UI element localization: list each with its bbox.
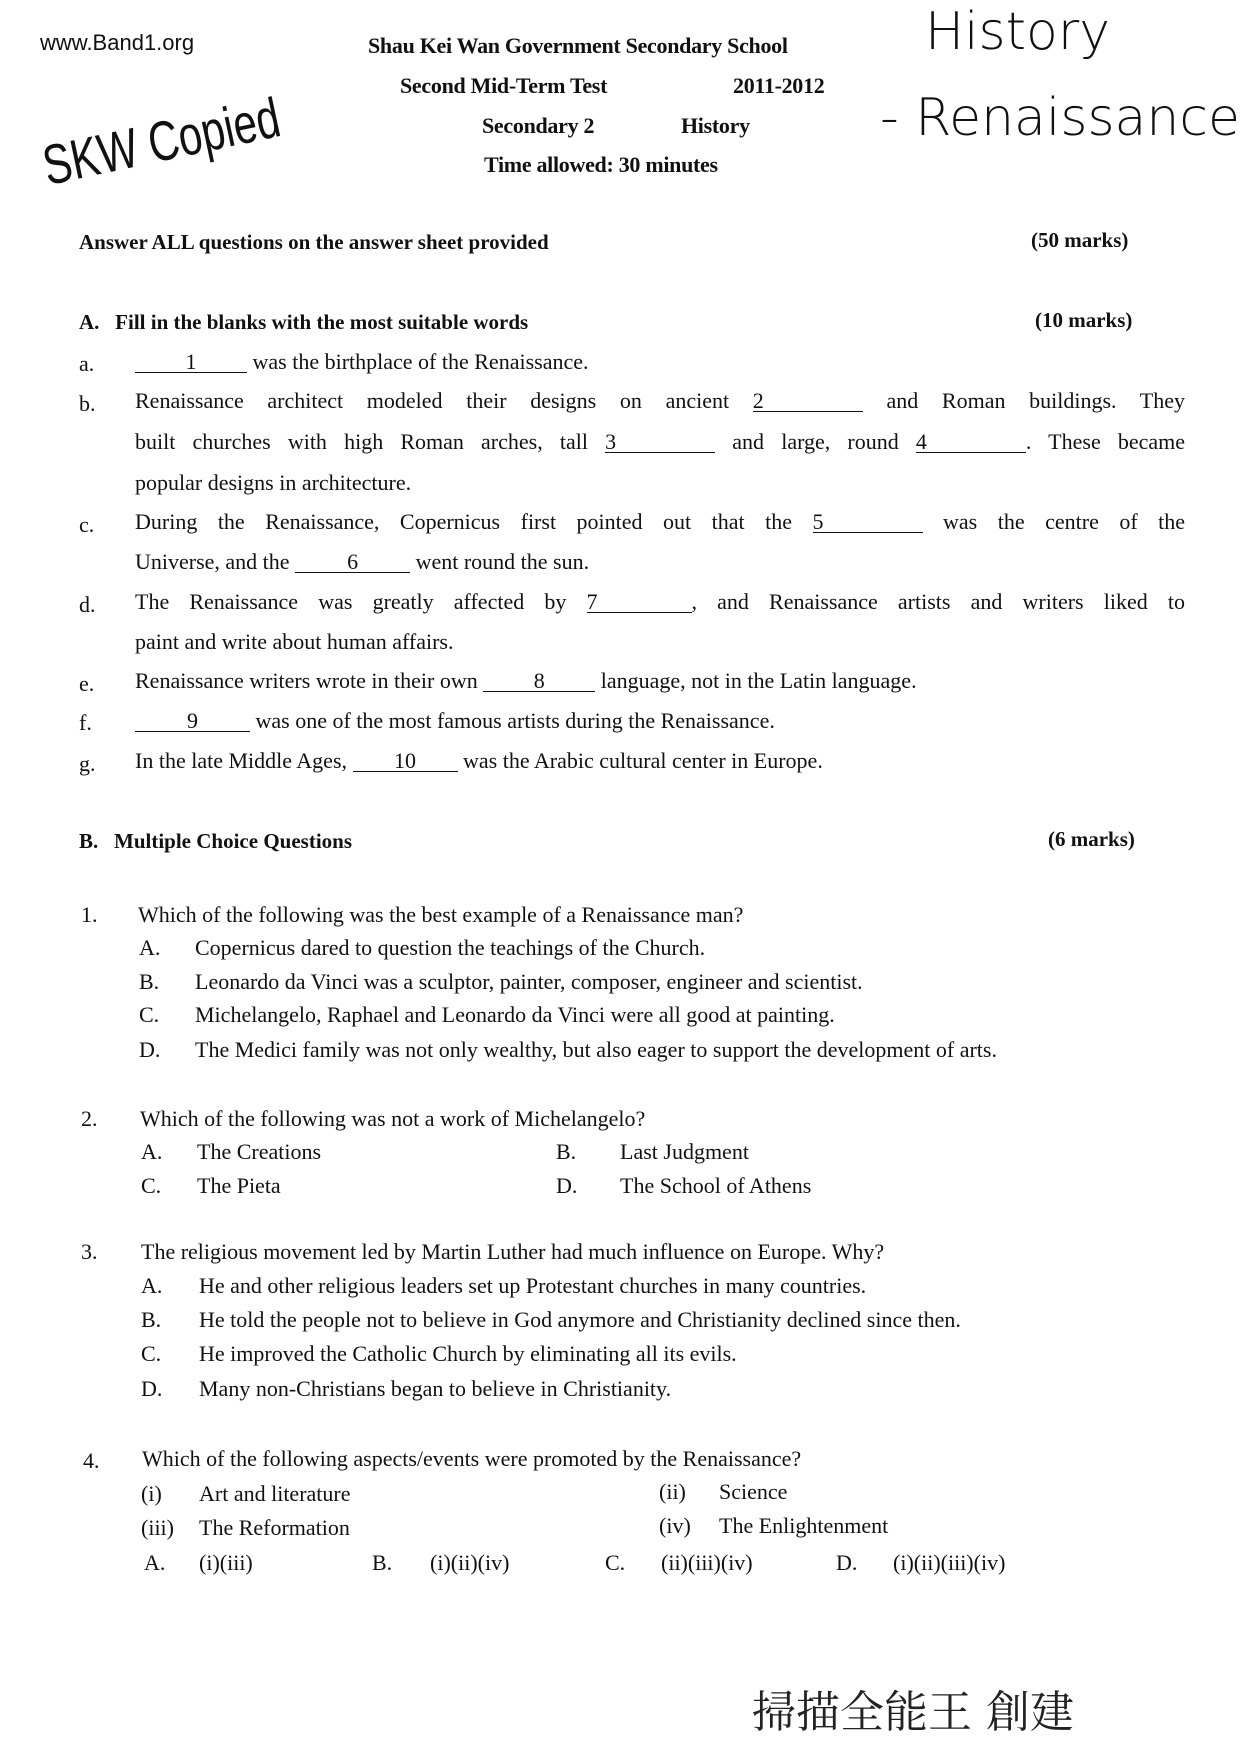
item-b-line1 bbox=[135, 388, 1185, 414]
item-d-line1 bbox=[135, 589, 1185, 615]
item-text: language, not in the Latin language. bbox=[600, 668, 917, 693]
item-text: . These became bbox=[1025, 429, 1186, 454]
option-text: Leonardo da Vinci was a sculptor, painter, composer, engineer and scientist. bbox=[195, 969, 863, 994]
option-letter: B. bbox=[556, 1139, 577, 1164]
option-text: He improved the Catholic Church by eliminating all its evils. bbox=[199, 1341, 737, 1366]
blank-10: 10 bbox=[353, 751, 458, 772]
time-allowed: Time allowed: 30 minutes bbox=[484, 152, 718, 177]
statement-label: (iv) bbox=[659, 1513, 691, 1538]
blank-8: 8 bbox=[483, 671, 595, 692]
item-e bbox=[135, 668, 917, 694]
option-text: He told the people not to believe in God anymore and Christianity declined since then. bbox=[199, 1307, 961, 1332]
blank-7: 7 bbox=[587, 592, 692, 613]
option-letter: B. bbox=[141, 1307, 162, 1332]
item-b-line3: popular designs in architecture. bbox=[135, 470, 412, 495]
option-text: (ii)(iii)(iv) bbox=[661, 1550, 753, 1575]
question-3-text: The religious movement led by Martin Luther had much influence on Europe. Why? bbox=[141, 1239, 885, 1264]
option-text: The Pieta bbox=[197, 1173, 281, 1198]
item-text: , and Renaissance artists and writers liked to bbox=[691, 589, 1185, 614]
blank-5: 5 bbox=[813, 512, 923, 533]
question-1-text: Which of the following was the best example of a Renaissance man? bbox=[138, 902, 744, 927]
item-d-line2: paint and write about human affairs. bbox=[135, 629, 454, 654]
option-letter: D. bbox=[836, 1550, 858, 1575]
statement-text: The Enlightenment bbox=[719, 1513, 889, 1538]
blank-1: 1 bbox=[135, 352, 247, 373]
item-text: went round the sun. bbox=[415, 549, 590, 574]
option-text: The Creations bbox=[197, 1139, 322, 1164]
blank-4: 4 bbox=[916, 432, 1026, 453]
option-text: Michelangelo, Raphael and Leonardo da Vinci were all good at painting. bbox=[195, 1002, 835, 1027]
blank-6: 6 bbox=[295, 552, 410, 573]
item-text: Renaissance writers wrote in their own bbox=[135, 668, 478, 693]
item-b-line2 bbox=[135, 429, 1185, 455]
statement-text: Art and literature bbox=[199, 1481, 351, 1506]
option-letter: D. bbox=[141, 1376, 163, 1401]
option-text: (i)(ii)(iii)(iv) bbox=[893, 1550, 1006, 1575]
option-text: (i)(iii) bbox=[199, 1550, 253, 1575]
item-text: was one of the most famous artists during the Renaissance. bbox=[255, 708, 775, 733]
statement-label: (i) bbox=[141, 1481, 162, 1506]
item-text: was the Arabic cultural center in Europe. bbox=[463, 748, 823, 773]
item-label: b. bbox=[79, 391, 96, 416]
section-a-title: A. Fill in the blanks with the most suitable words bbox=[79, 310, 529, 334]
school-name: Shau Kei Wan Government Secondary School bbox=[368, 33, 788, 58]
option-text: (i)(ii)(iv) bbox=[430, 1550, 510, 1575]
option-letter: C. bbox=[141, 1173, 162, 1198]
item-label: f. bbox=[79, 710, 92, 735]
handwritten-subject: History bbox=[925, 2, 1110, 62]
option-letter: D. bbox=[139, 1037, 161, 1062]
item-label: e. bbox=[79, 671, 95, 696]
site-watermark: www.Band1.org bbox=[40, 30, 195, 55]
question-number: 3. bbox=[81, 1239, 98, 1264]
item-label: a. bbox=[79, 351, 95, 376]
question-number: 1. bbox=[81, 902, 98, 927]
question-4-text: Which of the following aspects/events were promoted by the Renaissance? bbox=[142, 1446, 802, 1471]
copied-stamp: SKW Copied bbox=[37, 85, 286, 197]
total-marks: (50 marks) bbox=[1031, 228, 1129, 252]
option-letter: A. bbox=[139, 935, 161, 960]
option-letter: C. bbox=[605, 1550, 626, 1575]
item-text: and large, round bbox=[732, 429, 899, 454]
question-number: 4. bbox=[83, 1448, 100, 1473]
section-a-marks: (10 marks) bbox=[1035, 308, 1133, 332]
item-text: Renaissance architect modeled their designs on ancient bbox=[135, 388, 730, 413]
question-2-text: Which of the following was not a work of Michelangelo? bbox=[140, 1106, 646, 1131]
handwritten-topic: - Renaissance bbox=[880, 88, 1240, 148]
item-text: built churches with high Roman arches, tall bbox=[135, 429, 588, 454]
item-label: c. bbox=[79, 512, 95, 537]
option-text: The School of Athens bbox=[620, 1173, 812, 1198]
item-c-line1 bbox=[135, 509, 1185, 535]
blank-3: 3 bbox=[605, 432, 715, 453]
subject: History bbox=[681, 113, 750, 138]
question-number: 2. bbox=[81, 1106, 98, 1131]
blank-9: 9 bbox=[135, 711, 250, 732]
option-text: He and other religious leaders set up Protestant churches in many countries. bbox=[199, 1273, 867, 1298]
scanner-watermark: 掃描全能王 創建 bbox=[752, 1687, 1074, 1738]
item-text: and Roman buildings. They bbox=[886, 388, 1186, 413]
item-text: In the late Middle Ages, bbox=[135, 748, 348, 773]
item-g bbox=[135, 748, 823, 774]
option-text: The Medici family was not only wealthy, but also eager to support the development of arts. bbox=[195, 1037, 997, 1062]
statement-text: Science bbox=[719, 1479, 788, 1504]
option-letter: D. bbox=[556, 1173, 578, 1198]
item-a bbox=[135, 349, 588, 375]
item-text: During the Renaissance, Copernicus first pointed out that the bbox=[135, 509, 793, 534]
option-text: Last Judgment bbox=[620, 1139, 749, 1164]
option-letter: A. bbox=[144, 1550, 166, 1575]
item-text: Universe, and the bbox=[135, 549, 290, 574]
blank-2: 2 bbox=[753, 391, 863, 412]
instructions: Answer ALL questions on the answer sheet provided bbox=[79, 230, 549, 254]
item-label: d. bbox=[79, 592, 96, 617]
option-letter: A. bbox=[141, 1273, 163, 1298]
item-text: was the birthplace of the Renaissance. bbox=[252, 349, 589, 374]
item-text: The Renaissance was greatly affected by bbox=[135, 589, 567, 614]
option-letter: C. bbox=[141, 1341, 162, 1366]
item-label: g. bbox=[79, 751, 96, 776]
option-letter: C. bbox=[139, 1002, 160, 1027]
statement-label: (iii) bbox=[141, 1515, 174, 1540]
option-letter: A. bbox=[141, 1139, 163, 1164]
section-b-title: B. Multiple Choice Questions bbox=[79, 829, 353, 853]
option-text: Copernicus dared to question the teachings of the Church. bbox=[195, 935, 706, 960]
item-text: was the centre of the bbox=[943, 509, 1186, 534]
item-f bbox=[135, 708, 775, 734]
form-level: Secondary 2 bbox=[482, 113, 595, 138]
item-c-line2 bbox=[135, 549, 589, 575]
option-letter: B. bbox=[139, 969, 160, 994]
section-b-marks: (6 marks) bbox=[1048, 827, 1135, 851]
school-year: 2011-2012 bbox=[733, 73, 825, 98]
statement-text: The Reformation bbox=[199, 1515, 350, 1540]
option-text: Many non-Christians began to believe in Christianity. bbox=[199, 1376, 672, 1401]
option-letter: B. bbox=[372, 1550, 393, 1575]
test-name: Second Mid-Term Test bbox=[400, 73, 608, 98]
statement-label: (ii) bbox=[659, 1479, 686, 1504]
